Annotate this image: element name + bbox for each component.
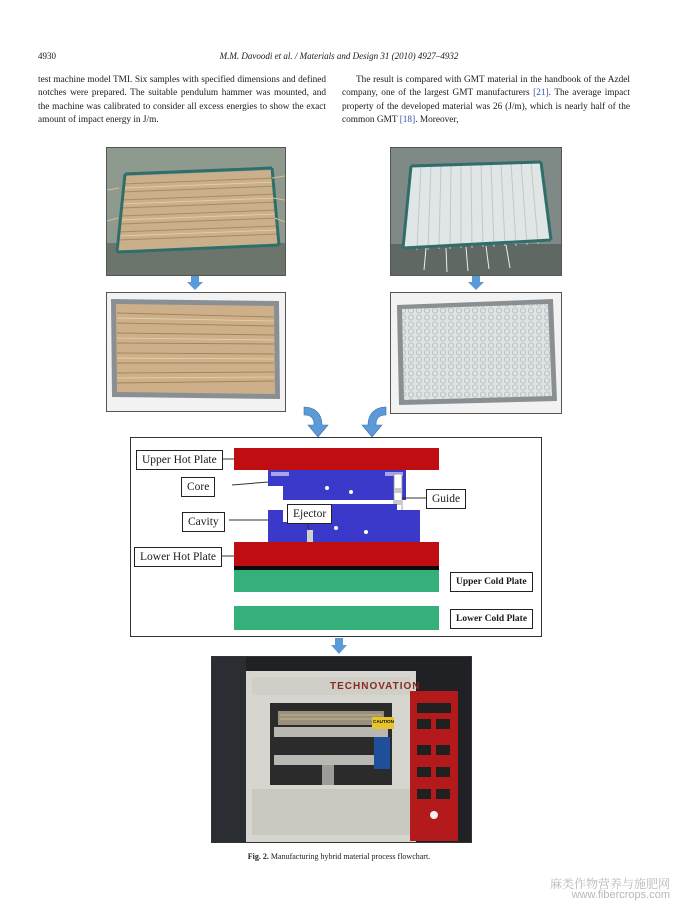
figure-caption [0, 852, 678, 861]
arrow-down-icon [468, 276, 484, 290]
jute-frame-photo [106, 147, 286, 276]
right-text-3: . Moreover, [415, 115, 459, 126]
arrow-down-icon [187, 276, 203, 290]
right-text-1: The result is compared with GMT material in the handbook of the Azdel company, one of the largest GMT manufacturers [342, 75, 630, 99]
label-upper-cold-plate: Upper Cold Plate [450, 572, 533, 592]
figure-caption-text: Manufacturing hybrid material process flowchart. [268, 852, 431, 861]
right-column [342, 74, 630, 128]
left-paragraph: test machine model TMI. Six samples with specified dimensions and defined notches were prepared. The suitable pendulum hammer was mounted, and the machine was calibrated to consider all excess energies to show the exact amount of impact energy in J/m. [38, 75, 326, 126]
hot-press-photo [211, 656, 472, 843]
label-guide: Guide [426, 489, 466, 509]
watermark-url: www.fibercrops.com [571, 889, 670, 901]
glass-mat-photo [390, 292, 562, 414]
label-cavity: Cavity [182, 512, 225, 532]
arrow-down-icon [331, 638, 347, 654]
press-brand: TECHNOVATION [330, 681, 421, 692]
figure-label: Fig. 2. [247, 852, 269, 861]
caution-sticker: CAUTION [373, 719, 394, 724]
running-citation: M.M. Davoodi et al. / Materials and Design 31 (2010) 4927–4932 [219, 51, 459, 61]
label-ejector: Ejector [287, 504, 332, 524]
watermark-title: 麻类作物营养与施肥网 [549, 877, 670, 891]
mold-diagram [130, 437, 542, 637]
left-column [38, 74, 326, 128]
jute-mat-photo [106, 292, 286, 412]
label-lower-hot-plate: Lower Hot Plate [134, 547, 222, 567]
right-text-2: . The average impact property of the developed material was 26 (J/m), which is nearly half of the common GMT [342, 88, 631, 126]
page-number: 4930 [38, 51, 56, 61]
reference-link-18[interactable]: [18] [399, 115, 416, 126]
label-core: Core [181, 477, 215, 497]
label-upper-hot-plate: Upper Hot Plate [136, 450, 223, 470]
label-lower-cold-plate: Lower Cold Plate [450, 609, 533, 629]
glass-fiber-frame-photo [390, 147, 562, 276]
right-paragraph [342, 74, 630, 128]
reference-link-21[interactable]: [21] [533, 88, 549, 99]
merge-arrows-icon [300, 403, 390, 439]
